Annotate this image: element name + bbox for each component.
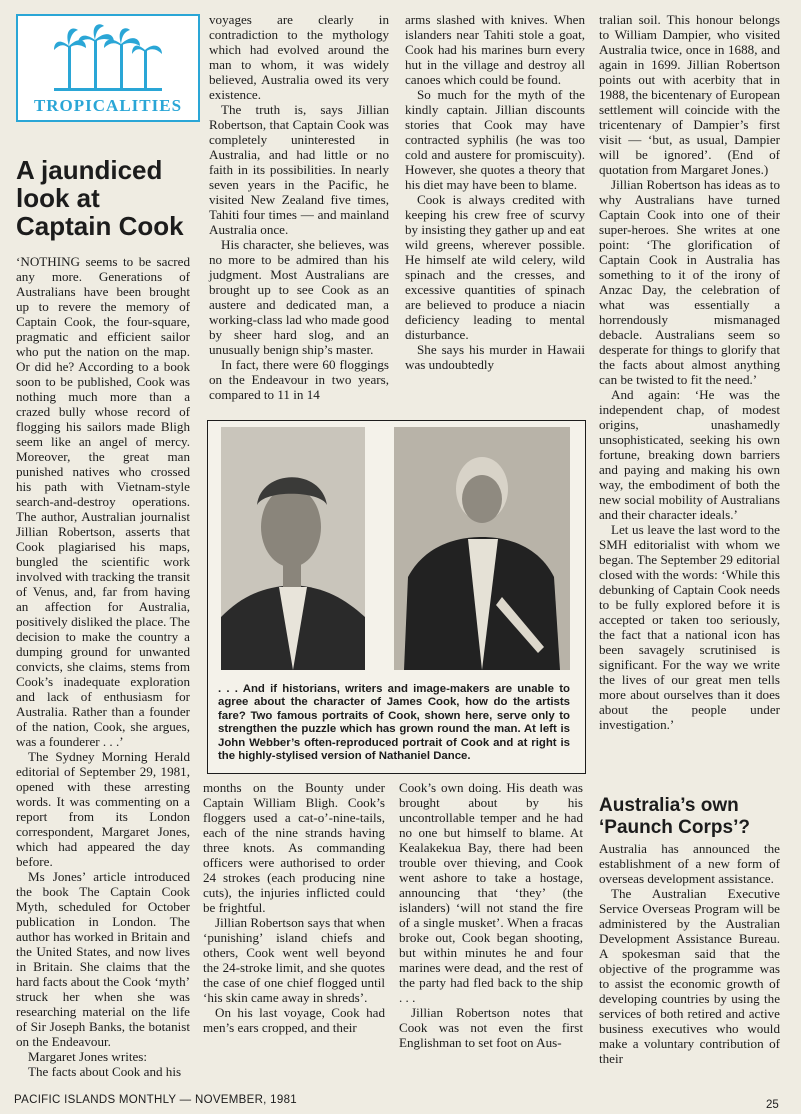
paragraph: The facts about Cook and his bbox=[28, 1064, 182, 1079]
paragraph: ‘NOTHING seems to be sacred any more. Generations of Australians have been brought up to revere the memory of Captain Cook, the four-square, pragmatic and efficient sailor who put the nation on the map. Or did he? According to a book soon to be published, Cook was nothing much more than a crazed bully whose record of flogging his sailors made Bligh seem like an angel of mercy. Moreover, the great man punished natives who crossed his path with Vietnam-style search-and-destroy operations. The author, Australian journalist Jillian Robertson, asserts that Cook plagiarised his maps, bungled the scientific work involved with tracking the transit of Venus, and, far from having an affection for Australia, positively disliked the place. The decision to make the country a dumping ground for unwanted convicts, she claims, stems from Cook’s inadequate exploration and lack of enthusiasm for Australia. Rather than a founder of the nation, Cook, she argues, was a founderer . . .’ bbox=[16, 254, 190, 749]
dance-portrait-image bbox=[394, 427, 570, 670]
paragraph: And again: ‘He was the independent chap, of modest origins, unashamedly unsophisticated, seeking his own fortune, breaking down barriers and paying and making his own way, the embodiment of both the new social mobility of Australians and their character ideals.’ bbox=[599, 387, 780, 522]
article-headline: A jaundiced look at Captain Cook bbox=[16, 155, 184, 241]
paragraph: His character, she believes, was no more to be admired than his judgment. Most Australians are brought up to see Cook as an austere and dedicated man, a working-class lad who made good by sheer hard slog, and an unusually benign ship’s master. bbox=[209, 237, 389, 357]
paragraph: Cook’s own doing. His death was brought about by his uncontrollable temper and he had no one but himself to blame. At Kealakekua Bay, there had been trouble over thieving, and Cook went ashore to take a hostage, announcing that ‘they’ (the islanders) ‘will not stand the fire of a single musket’. When a fracas broke out, Cook began shooting, but within minutes he and four marines were dead, and the rest of the party had fled back to the ship . . . bbox=[399, 780, 583, 1005]
paragraph: Margaret Jones writes: bbox=[28, 1049, 148, 1064]
article-column-4 bbox=[599, 12, 780, 732]
paragraph: On his last voyage, Cook had men’s ears cropped, and their bbox=[203, 1005, 385, 1035]
paragraph: The truth is, says Jillian Robertson, that Captain Cook was completely uninterested in Australia, and had little or no faith in its possibilities. In nearly seven years in the Pacific, he visited New Zealand five times, Tahiti four times — and mainland Australia once. bbox=[209, 102, 389, 237]
paragraph: Jillian Robertson notes that Cook was not even the first Englishman to set foot on Aus- bbox=[399, 1005, 583, 1050]
paragraph: Jillian Robertson says that when ‘punishing’ island chiefs and others, Cook went well beyond the 24-stroke limit, and she quotes the case of one chief flogged until ‘his skin came away in shreds’. bbox=[203, 915, 385, 1005]
article-column-2 bbox=[209, 12, 389, 402]
paragraph: She says his murder in Hawaii was undoubtedly bbox=[405, 342, 585, 372]
paragraph: Cook is always credited with keeping his crew free of scurvy by insisting they gather up and eat wild greens, wherever possible. He himself ate wild celery, wild spinach and the cresses, and excessive quantities of spinach are believed to produce a niacin deficiency leading to mental disturbance. bbox=[405, 192, 585, 342]
paragraph: Jillian Robertson has ideas as to why Australians have turned Captain Cook into one of their super-heroes. She writes at one point: ‘The glorification of Captain Cook in Australia has something to it of the irony of Anzac Day, the celebration of what was essentially a horrendously mismanaged debacle. Australians seem so desperate for things to glorify that the facts about almost anything can be twisted to fit the need.’ bbox=[599, 177, 780, 387]
second-article-body bbox=[599, 841, 780, 1066]
palm-trees-icon bbox=[54, 24, 162, 94]
webber-portrait-image bbox=[221, 427, 365, 670]
paragraph: So much for the myth of the kindly captain. Jillian discounts stories that Cook may have contracted syphilis (he was too cold and austere for promiscuity). However, she quotes a theory that his diet may have been to blame. bbox=[405, 87, 585, 192]
paragraph: voyages are clearly in contradiction to the mythology which had evolved around the man to whom, it was widely believed, Australia owed its very existence. bbox=[209, 12, 389, 102]
section-logo bbox=[16, 14, 200, 122]
paragraph: Let us leave the last word to the SMH editorialist with whom we began. The September 29 editorial closed with the words: ‘While this debunking of Captain Cook needs to be fully explored before it is accepted or taken too seriously, the fact that a national icon has been savagely scrutinised is significant. For the way we write the lives of our great men tells more about ourselves than it does about the people under investigation.’ bbox=[599, 522, 780, 732]
article-column-3-continued bbox=[399, 780, 583, 1050]
second-article-headline: Australia’s own ‘Paunch Corps’? bbox=[599, 795, 750, 838]
page-number: 25 bbox=[766, 1099, 779, 1111]
paragraph: Australia has announced the establishment of a new form of overseas development assistance. bbox=[599, 841, 780, 886]
portraits-figure bbox=[207, 420, 586, 774]
page-footer: PACIFIC ISLANDS MONTHLY — NOVEMBER, 1981 bbox=[14, 1094, 297, 1106]
paragraph: months on the Bounty under Captain William Bligh. Cook’s floggers used a cat-o’-nine-tails, each of the nine strands having three knots. As commanding officers were authorised to order 24 strokes (each producing nine cuts), the injuries inflicted could be frightful. bbox=[203, 780, 385, 915]
article-column-2-continued bbox=[203, 780, 385, 1035]
paragraph: Ms Jones’ article introduced the book The Captain Cook Myth, scheduled for October publication in London. The author has worked in Britain and the United States, and now lives in Britain. She claims that the hard facts about the Cook ‘myth’ struck her when she was researching material on the life of Sir Joseph Banks, the botanist on the Endeavour. bbox=[16, 869, 190, 1049]
section-logo-label: TROPICALITIES bbox=[33, 96, 183, 115]
article-column-3 bbox=[405, 12, 585, 372]
paragraph: tralian soil. This honour belongs to William Dampier, who visited Australia twice, once in 1688, and again in 1699. Jillian Robertson points out with acerbity that in 1988, the bicentenary of European settlement will coincide with the tricentenary of Dampier’s first visit — ‘but, as usual, Dampier will be ignored’. (End of quotation from Margaret Jones.) bbox=[599, 12, 780, 177]
figure-caption: . . . And if historians, writers and image-makers are unable to agree about the character of James Cook, how do the artists fare? Two famous portraits of Cook, shown here, serve only to strengthen the puzzle which has grown round the man. At left is John Webber’s often-reproduced portrait of Cook and at right is the highly-stylised version of Nathaniel Dance. bbox=[218, 683, 570, 763]
paragraph: In fact, there were 60 floggings on the Endeavour in two years, compared to 11 in 14 bbox=[209, 357, 389, 402]
paragraph: arms slashed with knives. When islanders near Tahiti stole a goat, Cook had his marines burn every hut in the village and destroy all canoes which could be found. bbox=[405, 12, 585, 87]
paragraph: The Sydney Morning Herald editorial of September 29, 1981, opened with these arresting words. It was commenting on a report from its London correspondent, Margaret Jones, which had appeared the day before. bbox=[16, 749, 190, 869]
paragraph: The Australian Executive Service Overseas Program will be administered by the Australian Development Assistance Bureau. A spokesman said that the objective of the programme was to assist the economic growth of developing countries by using the services of both retired and active business executives who would make a voluntary contribution of their bbox=[599, 886, 780, 1066]
article-column-1 bbox=[16, 254, 190, 1079]
